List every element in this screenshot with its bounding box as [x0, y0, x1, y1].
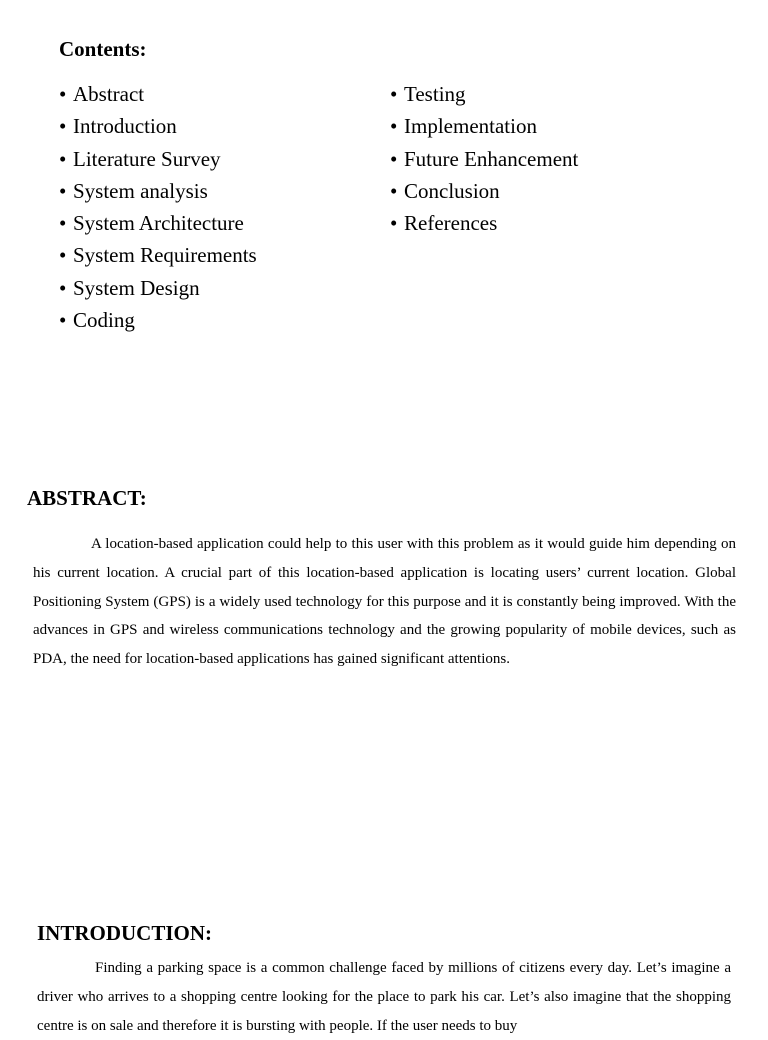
toc-item	[59, 175, 257, 207]
toc-item	[59, 143, 257, 175]
bullet: •	[390, 114, 398, 139]
toc-item	[59, 272, 257, 304]
bullet: •	[59, 114, 67, 139]
contents-title: Contents:	[59, 37, 147, 61]
toc-item-label: Abstract	[73, 82, 145, 106]
toc-item-label: System Design	[73, 275, 200, 300]
abstract-heading: ABSTRACT:	[27, 486, 147, 510]
bullet: •	[59, 243, 67, 268]
toc-item	[59, 78, 257, 110]
toc-item	[59, 207, 257, 239]
abstract-paragraph: A location-based application could help to this user with this problem as it would guide him depending on his current location. A crucial part of this location-based application is locating users’ current location. Global Positioning System (GPS) is a widely used technology for this purpose and it is constantly being improved. With the advances in GPS and wireless communications technology and the growing popularity of mobile devices, such as PDA, the need for location-based applications has gained significant attentions.	[33, 536, 736, 668]
toc-item-label: Introduction	[73, 114, 177, 139]
bullet: •	[59, 275, 67, 300]
introduction-heading: INTRODUCTION:	[37, 921, 213, 945]
toc-right-column	[390, 78, 578, 239]
toc-item	[390, 78, 578, 110]
bullet: •	[59, 82, 67, 106]
toc-item-label: Conclusion	[404, 178, 500, 203]
toc-item-label: System analysis	[73, 178, 208, 203]
introduction-paragraph: Finding a parking space is a common challenge faced by millions of citizens every day. Let’s imagine a driver who arrives to a shopping centre looking for the place to park his car. Let’s also imagine that the shopping centre is on sale and therefore it is bursting with people. If the user needs to buy	[37, 960, 731, 1034]
toc-item	[390, 110, 578, 142]
toc-item	[59, 110, 257, 142]
toc-item	[390, 143, 578, 175]
bullet: •	[59, 146, 67, 171]
toc-item-label: Literature Survey	[73, 146, 221, 171]
toc-item-label: References	[404, 211, 498, 236]
toc-item	[390, 175, 578, 207]
toc-item-label: Coding	[73, 308, 135, 333]
bullet: •	[390, 82, 398, 106]
bullet: •	[390, 178, 398, 203]
bullet: •	[390, 146, 398, 171]
toc-item-label: System Architecture	[73, 211, 244, 236]
bullet: •	[390, 211, 398, 236]
bullet: •	[59, 178, 67, 203]
toc-item	[59, 304, 257, 336]
toc-left-column	[59, 78, 257, 336]
toc-item-label: Testing	[404, 82, 466, 106]
toc-item-label: Implementation	[404, 114, 537, 139]
toc-item-label: Future Enhancement	[404, 146, 579, 171]
toc-item	[59, 239, 257, 271]
toc-item-label: System Requirements	[73, 243, 257, 268]
bullet: •	[59, 211, 67, 236]
bullet: •	[59, 308, 67, 333]
toc-item	[390, 207, 578, 239]
